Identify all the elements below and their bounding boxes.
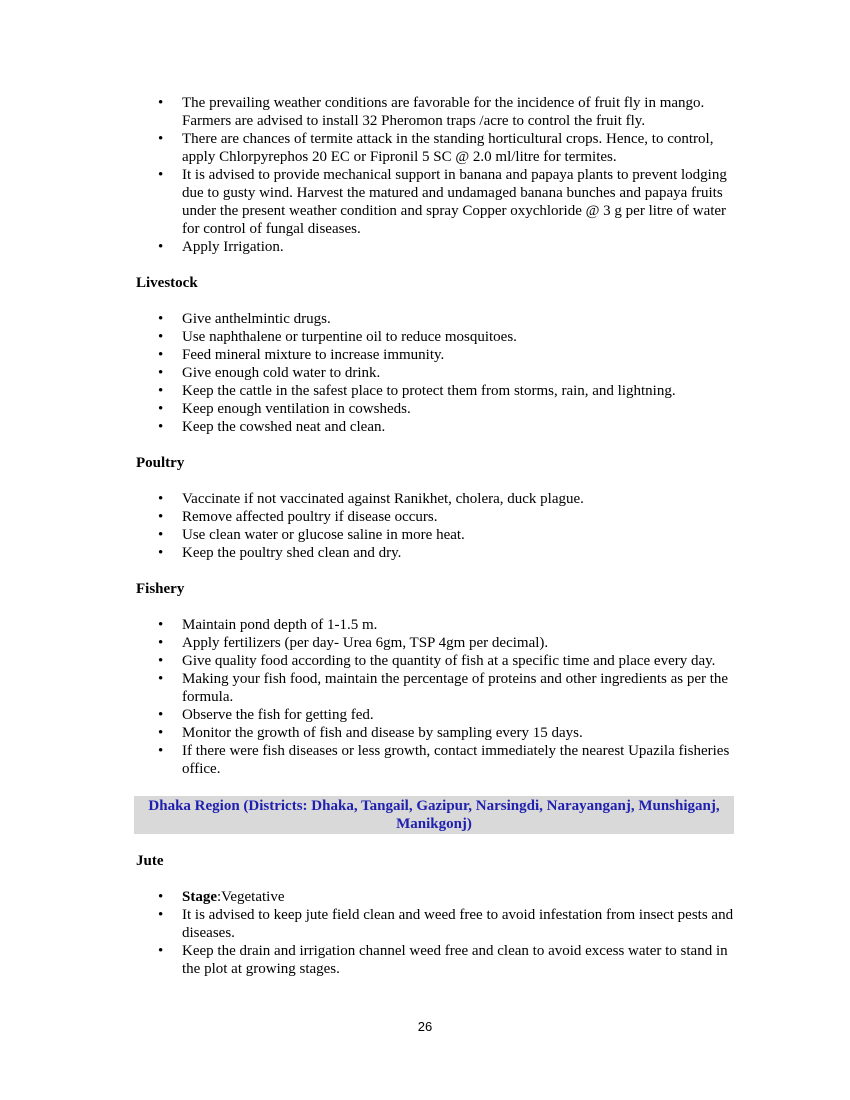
list-item: • Vaccinate if not vaccinated against Ranikhet, cholera, duck plague. — [136, 490, 736, 508]
jute-list — [136, 888, 736, 978]
list-item: • Observe the fish for getting fed. — [136, 706, 736, 724]
list-item: • Apply Irrigation. — [136, 238, 736, 256]
jute-heading: Jute — [136, 853, 164, 869]
list-item: • Use clean water or glucose saline in more heat. — [136, 526, 736, 544]
region-banner: Dhaka Region (Districts: Dhaka, Tangail, Gazipur, Narsingdi, Narayanganj, Munshiganj, Manikgonj) — [134, 796, 734, 834]
poultry-list — [136, 490, 736, 562]
livestock-heading: Livestock — [136, 275, 198, 291]
fishery-list — [136, 616, 736, 778]
list-item: • It is advised to provide mechanical support in banana and papaya plants to prevent lodging due to gusty wind. Harvest the matured and undamaged banana bunches and papaya fruits under the present weather condition and spray Copper oxychloride @ 3 g per litre of water for control of fungal diseases. — [136, 166, 736, 238]
fishery-heading: Fishery — [136, 581, 185, 597]
poultry-heading: Poultry — [136, 455, 185, 471]
list-item: • Keep the cattle in the safest place to protect them from storms, rain, and lightning. — [136, 382, 736, 400]
list-item: • Apply fertilizers (per day- Urea 6gm, TSP 4gm per decimal). — [136, 634, 736, 652]
document-body — [136, 94, 736, 978]
list-item: • There are chances of termite attack in the standing horticultural crops. Hence, to control, apply Chlorpyrephos 20 EC or Fipronil 5 SC @ 2.0 ml/litre for termites. — [136, 130, 736, 166]
list-item: • Give quality food according to the quantity of fish at a specific time and place every day. — [136, 652, 736, 670]
stage-value: :Vegetative — [217, 889, 285, 905]
list-item: • Making your fish food, maintain the percentage of proteins and other ingredients as per the formula. — [136, 670, 736, 706]
list-item: • Remove affected poultry if disease occurs. — [136, 508, 736, 526]
list-item: • Give anthelmintic drugs. — [136, 310, 736, 328]
list-item: • Maintain pond depth of 1-1.5 m. — [136, 616, 736, 634]
list-item: • If there were fish diseases or less growth, contact immediately the nearest Upazila fisheries office. — [136, 742, 736, 778]
list-item: • Keep enough ventilation in cowsheds. — [136, 400, 736, 418]
horticulture-list — [136, 94, 736, 256]
list-item: • Keep the poultry shed clean and dry. — [136, 544, 736, 562]
livestock-list — [136, 310, 736, 436]
list-item: • Use naphthalene or turpentine oil to reduce mosquitoes. — [136, 328, 736, 346]
stage-label: Stage — [182, 889, 217, 905]
list-item: • Keep the cowshed neat and clean. — [136, 418, 736, 436]
page-number: 26 — [417, 1019, 433, 1034]
list-item: • It is advised to keep jute field clean and weed free to avoid infestation from insect pests and diseases. — [136, 906, 736, 942]
list-item: • Feed mineral mixture to increase immunity. — [136, 346, 736, 364]
list-item: • Monitor the growth of fish and disease by sampling every 15 days. — [136, 724, 736, 742]
list-item: • Keep the drain and irrigation channel weed free and clean to avoid excess water to stand in the plot at growing stages. — [136, 942, 736, 978]
list-item: • Give enough cold water to drink. — [136, 364, 736, 382]
stage-item — [136, 888, 736, 906]
list-item: • The prevailing weather conditions are favorable for the incidence of fruit fly in mango. Farmers are advised to install 32 Pheromon traps /acre to control the fruit fly. — [136, 94, 736, 130]
